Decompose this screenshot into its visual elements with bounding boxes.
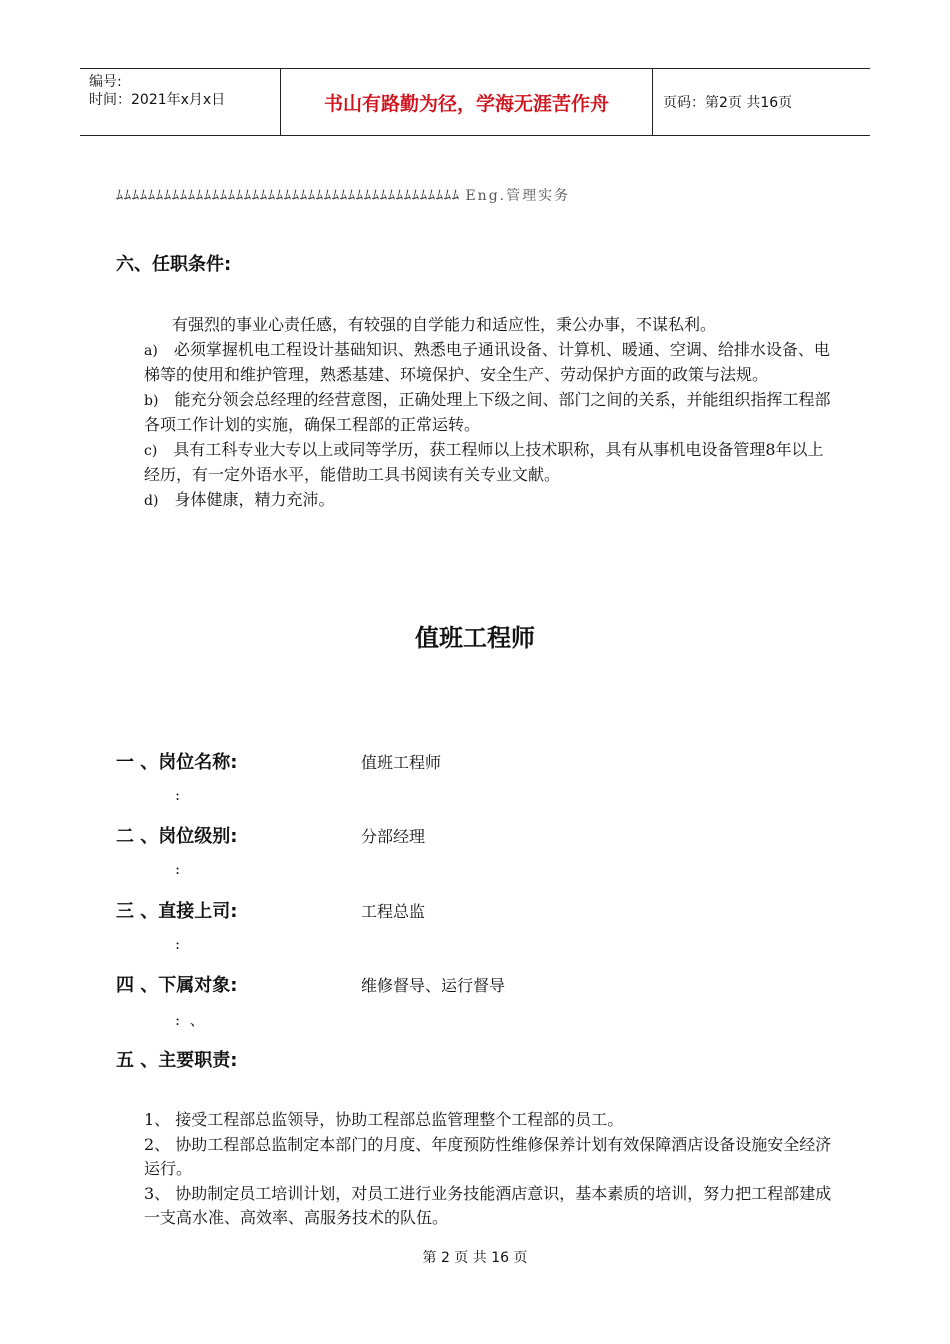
section6-item-c: c) 具有工科专业大专以上或同等学历，获工程师以上技术职称，具有从事机电设备管理8年以上经历，有一定外语水平，能借助工具书阅读有关专业文献。 — [144, 439, 824, 484]
section5-item-1: 1、 接受工程部总监领导，协助工程部总监管理整个工程部的员工。 — [144, 1110, 624, 1129]
field-label-position-name: 一 、岗位名称: — [116, 752, 238, 773]
number-label: 编号: — [89, 74, 122, 90]
field-label-supervisor: 三 、直接上司: — [116, 901, 238, 922]
field-sub-supervisor: : — [175, 935, 181, 953]
section6-intro: 有强烈的事业心责任感，有较强的自学能力和适应性，秉公办事，不谋私利。 — [172, 315, 717, 334]
dot-divider — [116, 185, 816, 205]
doc-title: 值班工程师 — [415, 624, 535, 652]
section6-body — [144, 313, 837, 513]
field-label-subordinates: 四 、下属对象: — [116, 975, 238, 996]
field-value-position-name: 值班工程师 — [361, 753, 442, 772]
header-page-code: 页码：第2页 共16页 — [663, 95, 793, 111]
header-slogan: 书山有路勤为径，学海无涯苦作舟 — [281, 69, 653, 135]
section5-body — [144, 1108, 837, 1231]
field-label-position-level: 二 、岗位级别: — [116, 826, 238, 847]
header-meta-cell — [80, 69, 281, 135]
field-value-supervisor: 工程总监 — [361, 902, 426, 921]
field-value-position-level: 分部经理 — [361, 827, 426, 846]
field-sub-subordinates: : 、 — [175, 1011, 205, 1029]
field-sub-position-name: : — [175, 786, 181, 804]
page-footer: 第 2 页 共 16 页 — [422, 1250, 528, 1266]
section6-item-a: a) 必须掌握机电工程设计基础知识、熟悉电子通讯设备、计算机、暖通、空调、给排水设备、电梯等的使用和维护管理，熟悉基建、环境保护、安全生产、劳动保护方面的政策与法规。 — [144, 339, 830, 384]
section6-heading: 六、任职条件: — [116, 254, 232, 275]
field-sub-position-level: : — [175, 860, 181, 878]
header-table — [80, 68, 870, 136]
time-label: 时间：2021年x月x日 — [89, 92, 226, 108]
section5-heading: 五 、主要职责: — [116, 1050, 238, 1071]
dot-divider-tag: Eng.管理实务 — [465, 188, 571, 204]
field-value-subordinates: 维修督导、运行督导 — [361, 976, 506, 995]
section5-item-3: 3、 协助制定员工培训计划，对员工进行业务技能酒店意识，基本素质的培训，努力把工程部建成一支高水准、高效率、高服务技术的队伍。 — [144, 1183, 832, 1227]
dot-divider-dots: ﾑﾑﾑﾑﾑﾑﾑﾑﾑﾑﾑﾑﾑﾑﾑﾑﾑﾑﾑﾑﾑﾑﾑﾑﾑﾑﾑﾑﾑﾑﾑﾑﾑﾑﾑﾑﾑﾑﾑﾑﾑﾑﾑ — [116, 188, 460, 204]
section6-item-b: b) 能充分领会总经理的经营意图，正确处理上下级之间、部门之间的关系，并能组织指挥工程部各项工作计划的实施，确保工程部的正常运转。 — [144, 389, 831, 434]
section6-item-d: d) 身体健康，精力充沛。 — [144, 489, 335, 509]
section5-item-2: 2、 协助工程部总监制定本部门的月度、年度预防性维修保养计划有效保障酒店设备设施安全经济运行。 — [144, 1134, 832, 1178]
